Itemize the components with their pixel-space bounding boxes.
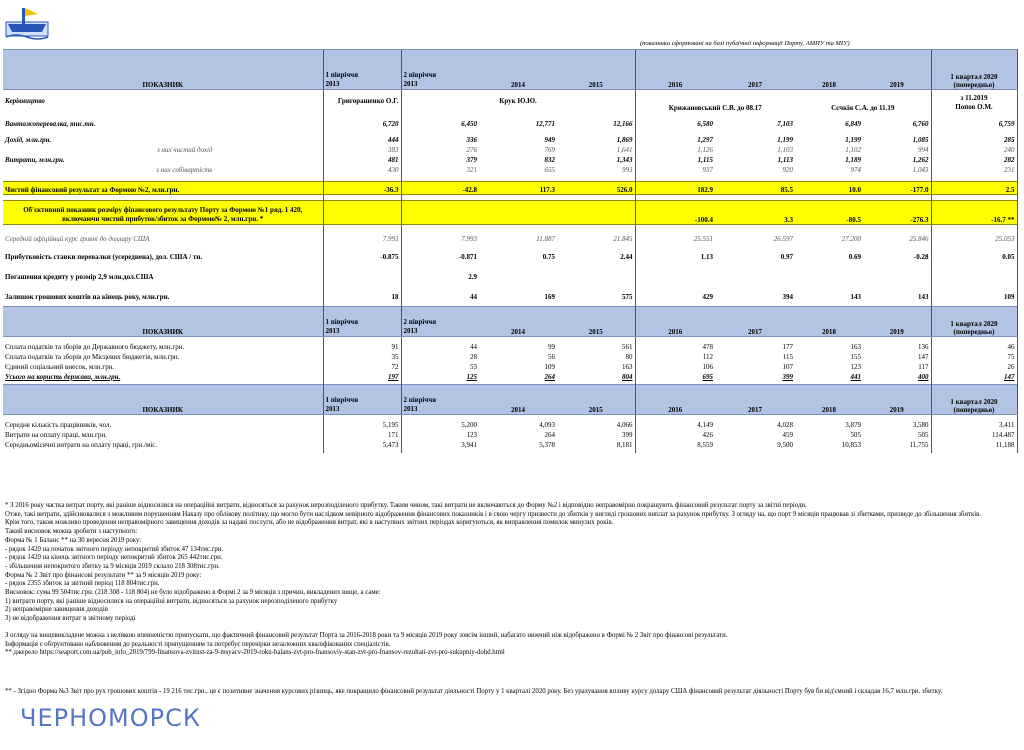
cell-value: -0.28 [913,252,929,261]
cell-value: 147 [931,371,1017,381]
cell-value: 109 [544,362,555,371]
cell-value: 478 [635,341,715,351]
manager-kruk: Крук Ю.Ю. [401,90,635,112]
cell-value [401,201,479,225]
cell-value: 11,188 [931,439,1017,449]
header-period: 2014 [479,385,557,415]
cell-value: 993 [622,165,633,174]
cell-value: 3,411 [931,419,1017,429]
header-period: 2017 [715,307,795,337]
cell-value: -42.8 [401,182,479,195]
cell-value: 6,759 [931,118,1017,128]
cell-value: 383 [323,144,401,154]
header-period: 2017 [715,50,795,90]
cell-value: -36.3 [323,182,401,195]
cell-value: 163 [622,362,633,371]
cell-value: 695 [635,371,715,381]
cell-value: 143 [918,292,929,301]
cell-value: 3.3 [715,201,795,225]
cell-value: 10.0 [795,182,863,195]
header-label: ПОКАЗНИК [3,50,323,90]
header-row-2 [3,307,1017,337]
spacer-row [3,261,1017,269]
manager-kryzhanovsky: Крижановський С.В. до 08.17 [635,90,795,112]
spacer-row [3,449,1017,453]
cell-value: 231 [931,164,1017,174]
cell-value: 1,199 [845,135,861,144]
cell-value: 115 [782,352,793,361]
cell-value: 4,066 [616,420,633,429]
cell-value: 123 [850,362,861,371]
footnote: ** - Згідно Форма №3 Звіт про рух грошових коштів - 19 216 тис.грн., це є позитивне значення курсових різниць, яке покращило фінансовий результат діяльності Порту у 1 кварталі 2020 року. Без урахування впливу курсу долару США фінансовий результат діяльності Порту був би від'ємний і складав 16,7 млн.грн. збитку. [5,687,943,695]
header-period: 2019 [863,50,931,90]
cell-value: 832 [544,155,555,164]
cell-value: 441 [850,372,861,381]
cell-value: 1,343 [616,155,633,164]
cell-value: 394 [782,292,793,301]
cell-value: 10,853 [841,440,861,449]
cell-value: 285 [931,134,1017,144]
cell-value: 994 [918,145,929,154]
header-period: 2014 [479,50,557,90]
spacer-row [3,174,1017,182]
cell-value: 2.5 [931,182,1017,195]
cell-value: 11.887 [536,234,555,243]
cell-value: 35 [323,351,401,361]
cell-value: 444 [323,134,401,144]
cell-value: 276 [401,144,479,154]
cell-value: -80.5 [795,201,863,225]
spacer-row [3,225,1017,233]
cell-value: 575 [622,292,633,301]
cell-value: 920 [782,165,793,174]
cell-value: 7.993 [323,233,401,243]
cell-value: 6,450 [401,118,479,128]
cell-value: 1,199 [777,135,793,144]
brand-watermark: ЧЕРНОМОРСК [20,704,201,732]
credit-value: 2.9 [401,269,479,281]
cell-value: 429 [635,289,715,301]
cell-value: 1,085 [912,135,929,144]
note-line: З огляду на вищевикладене можна з великою впевненістю припускати, що фактичний фінансовий результат Порта за 2016-2018 роки та 9 місяців 2019 року зовсім інший, набагато нижчий ніж відображено в Формі № 2 Звіт про фінансові результати. [5,631,728,639]
cell-value: 526.0 [557,182,635,195]
tax-row: Сплата податків та зборів до Державного бюджету, млн.грн. 91 44 99 561 478 177 163 136 46 [3,341,1017,351]
cell-value: 25.053 [931,233,1017,243]
header-period: 1 квартал 2020 (попередньо) [931,307,1017,337]
header-period: 2019 [863,385,931,415]
cell-value: 72 [323,361,401,371]
header-period: 2 півріччя 2013 [401,307,479,337]
cell-value: 25.551 [635,233,715,243]
block1-row: Вантажоперевалка, тис.тн. 6,720 6,450 12,771 12,166 6,580 7,103 6,849 6,760 6,759 [3,118,1017,128]
cell-value: 8,181 [616,440,633,449]
cell-value: -177.0 [863,182,931,195]
staff-row: Середня кількість працівників, чол. 5,195 5,200 4,093 4,066 4,149 4,028 3,879 3,580 3,411 [3,419,1017,429]
cell-value: 400 [918,372,929,381]
header-label: ПОКАЗНИК [3,307,323,337]
cell-value: -0.875 [323,249,401,261]
note-line: - рядок 2355 збиток за звітний період 118 804тис.грн. [5,580,160,588]
cell-value: 1,189 [845,155,861,164]
note-line: - збільшення непокритого збитку за 9 місяців 2019 склало 218 308тис.грн. [5,562,220,570]
note-line: Інформація є обґрунтовано наближеним до реальності припущенням та потребує перевірки незалежних кваліфікованих спеціалістів. [5,640,391,648]
staff-row: Витрати на оплату праці, млн.грн. 171 123 264 399 426 459 505 505 114.487 [3,429,1017,439]
cell-value: 3,879 [845,420,861,429]
header-period: 2016 [635,307,715,337]
cell-value: 769 [544,145,555,154]
note-line: 2) неправомірне завищення доходів [5,606,108,614]
header-period: 2018 [795,50,863,90]
header-period: 2015 [557,307,635,337]
cell-value: 125 [401,371,479,381]
cell-value: 12,771 [535,119,555,128]
tax-row: Сплата податків та зборів до Місцевих бюджетів, млн.грн. 35 28 56 80 112 115 155 147 75 [3,351,1017,361]
cell-value: 4,028 [777,420,793,429]
profitability-row: Прибутковість ставки перевалки (усереднена), дол. США / тн. -0.875 -0.871 0.75 2.44 1.13 0.97 0.69 -0.28 0.05 [3,249,1017,261]
note-line: Такий висновок можна зробити з наступного: [5,528,138,536]
cell-value: 426 [635,429,715,439]
cell-value: 53 [401,361,479,371]
header-period: 2019 [863,307,931,337]
cell-value: 321 [401,164,479,174]
cell-value: 155 [850,352,861,361]
cell-value: 182.9 [635,182,715,195]
cell-value: 264 [544,372,555,381]
cell-value: 46 [931,341,1017,351]
cell-value: 75 [931,351,1017,361]
cell-value: 399 [782,372,793,381]
cell-value: 481 [323,154,401,164]
cell-value: -276.3 [863,201,931,225]
note-line: Крім того, також можливо проведення неправомірного завищення доходів за надані послуги, або не відображення витрат, які в наступних звітних періодах коригуються, як виправлення помилок минулих років. [5,519,614,527]
cell-value: 80 [625,352,633,361]
cell-value: 107 [782,362,793,371]
cell-value: 26.597 [773,234,793,243]
cell-value: 114.487 [931,429,1017,439]
port-indicators-table [3,49,1018,453]
credit-label: Погашення кредиту у розмір 2,9 млн.дол.США [5,272,154,281]
manager-popov: з 11.2019 Попов О.М. [931,90,1017,112]
header-label: ПОКАЗНИК [3,385,323,415]
note-line: 1) витрати порту, які раніше відносилися на операційні витрати, відносяться за рахунок нерозподіленого прибутку [5,597,338,605]
cell-value: 1,113 [777,155,793,164]
block1-row: з них собівартість 430 321 655 993 937 920 974 1,043 231 [3,164,1017,174]
cell-value: 2.44 [620,252,633,261]
cell-value: 0.75 [542,252,555,261]
cell-value: 379 [401,154,479,164]
header-row-3 [3,385,1017,415]
header-period: 1 півріччя 2013 [323,50,401,90]
cell-value: 505 [850,430,861,439]
cell-value: 12,166 [613,119,633,128]
cell-value: 1,869 [616,135,633,144]
tax-total-row: Усього на користь держави, млн.грн. 197 125 264 804 695 399 441 400 147 [3,371,1017,381]
cell-value: 7.993 [401,233,479,243]
cell-value: 5,195 [323,419,401,429]
cell-value: 56 [548,352,555,361]
cell-value: 117 [918,362,929,371]
cell-value: 112 [635,351,715,361]
header-period: 1 квартал 2020 (попередньо) [931,50,1017,90]
source-note: (показники сформовані на базі публічної інформації Порту, АМПУ та МІУ) [640,40,850,47]
cell-value: 5,378 [539,440,555,449]
cell-value: 0.69 [848,252,861,261]
note-line: - рядок 1420 на початок звітного періоду непокритий збиток 47 134тис.грн. [5,545,224,553]
block1-row: Дохід, млн.грн. 444 336 949 1,869 1,297 1,199 1,199 1,085 285 [3,134,1017,144]
cell-value: 21.845 [613,234,633,243]
cell-value: 0.97 [780,252,793,261]
cell-value: 937 [635,164,715,174]
cell-value: 804 [622,372,633,381]
cell-value: 109 [931,289,1017,301]
managers-row [3,90,1017,112]
cell-value: 26 [931,361,1017,371]
manager-grigorashenko: Григорашенко О.Г. [323,90,401,112]
header-period: 1 півріччя 2013 [323,307,401,337]
cell-value: 99 [548,342,555,351]
cell-value: 5,200 [401,419,479,429]
note-line: * З 2016 року частка витрат порту, які раніше відносилися на операційні витрати, відносяться за рахунок нерозподіленого прибутку. Таким чином, такі витрати не включаються до Форму №2 і відповідно неправомірно покращують фінансовий результат порту за звітні періоди. [5,502,807,509]
cell-value: 91 [323,341,401,351]
header-period: 2016 [635,50,715,90]
cell-value: 4,149 [635,419,715,429]
cell-value: 177 [782,342,793,351]
cell-value: 147 [918,352,929,361]
cell-value: 430 [323,164,401,174]
note-line: Отже, такі витрати, здійснювалися з можливим порушенням Наказу про облікову політику, що могло бути наслідком невірного відображення фінансових показників і в свою чергу призвести до збитків у вигляді грошових виплат за рахунок прибутку. З огляду на, що порт 9 місяців працював зі збитками, призведе до збільшення збитків. [5,510,982,518]
cell-value: 399 [622,430,633,439]
header-row-1 [3,50,1017,90]
cell-value: 28 [401,351,479,361]
note-line: Форма № 2 Звіт про фінансові результати ** за 9 місяців 2019 року: [5,571,202,579]
note-gap [5,624,1005,632]
cell-value: 27.200 [841,234,861,243]
cell-value: 25.846 [909,234,929,243]
cell-value: 264 [544,430,555,439]
cell-value: 123 [401,429,479,439]
cell-value: 44 [401,289,479,301]
managers-label: Керівництво [5,96,45,105]
spacer-row [3,281,1017,289]
cell-value: 85.5 [715,182,795,195]
objective-indicator-row: Об'єктивний показник розміру фінансового результату Порту за Формою №1 ряд. 1 420, включаючи чистий прибуток/збиток за Формою№ 2, млн.грн. * -100.4 3.3 -80.5 -276.3 -16.7 ** [3,201,1017,225]
cell-value: 9,500 [777,440,793,449]
credit-row [3,269,1017,281]
cell-value: 3,941 [401,439,479,449]
cell-value: 117.3 [479,182,557,195]
note-line: Висновок: сума 99 504тис.грн. (218 308 - 118 804) не було відображено в Формі 2 за 9 місяців з причин, викладених вище, а саме: [5,589,381,597]
cell-value [557,201,635,225]
cell-value: 197 [323,371,401,381]
header-period: 2018 [795,385,863,415]
cell-value: 0.05 [931,249,1017,261]
cell-value: 974 [850,165,861,174]
note-line: - рядок 1420 на кінець звітного періоду непокритий збиток 265 442тис.грн. [5,554,223,562]
cell-value: 1,297 [635,134,715,144]
cell-value: 6,760 [912,119,929,128]
note-gap [5,658,1005,688]
cell-value: 240 [931,144,1017,154]
cell-value: 136 [918,342,929,351]
cell-value: 1,102 [845,145,861,154]
cell-value [479,201,557,225]
cell-value: 1,641 [616,145,633,154]
cell-value [323,201,401,225]
cash-balance-row: Залишок грошових коштів на кінець року, млн.грн. 18 44 169 575 429 394 143 143 109 [3,289,1017,301]
block1-row: Витрати, млн.грн. 481 379 832 1,343 1,115 1,113 1,189 1,262 282 [3,154,1017,164]
net-result-row: Чистий фінансовий результат за Формою №2, млн.грн. -36.3 -42.8 117.3 526.0 182.9 85.5 10.0 -177.0 2.5 [3,182,1017,195]
cell-value: 1,126 [635,144,715,154]
cell-value: 7,103 [777,119,793,128]
cell-value: 336 [401,134,479,144]
header-period: 2014 [479,307,557,337]
note-line: 3) не відображення витрат в звітному періоді [5,615,136,623]
cell-value: 459 [782,430,793,439]
cell-value: 6,580 [635,118,715,128]
note-line[interactable]: ** джерело https://seaport.com.ua/pub_info_2019/799-finansova-zvitnst-za-9-msyacv-2019-roku-balans-zvt-pro-fnansoviy-stan-zvt-pro-fnansov-rezultati-zvt-pro-sukupniy-dohd.html [5,649,505,657]
tax-row: Єдиний соціальний внесок, млн.грн. 72 53 109 163 106 107 123 117 26 [3,361,1017,371]
header-period: 1 півріччя 2013 [323,385,401,415]
cell-value: 6,720 [323,118,401,128]
cell-value: 11,755 [909,440,929,449]
cell-value: 4,093 [539,420,555,429]
cell-value: 1,115 [635,154,715,164]
cell-value: 171 [323,429,401,439]
cell-value: 169 [544,292,555,301]
notes-block [5,502,1005,697]
cell-value: -0.871 [401,249,479,261]
header-period: 2015 [557,385,635,415]
cell-value: 106 [635,361,715,371]
block1-row: з них чистий дохід 383 276 769 1,641 1,126 1,103 1,102 994 240 [3,144,1017,154]
cell-value: 18 [323,289,401,301]
header-period: 2016 [635,385,715,415]
manager-sechkin: Сєчкін С.А. до 11.19 [831,103,895,112]
cell-value: 5,473 [323,439,401,449]
cell-value: 1,103 [777,145,793,154]
header-period: 2018 [795,307,863,337]
cell-value: 1,043 [912,165,929,174]
staff-row: Середньомісячні витрати на оплату праці, грн./міс. 5,473 3,941 5,378 8,181 8,559 9,500 10,853 11,755 11,188 [3,439,1017,449]
header-period: 2 півріччя 2013 [401,50,479,90]
note-line: Форма № 1 Баланс ** на 30 вересня 2019 року: [5,536,142,544]
header-period: 2015 [557,50,635,90]
cell-value: 3,580 [912,420,929,429]
cell-value: 561 [622,342,633,351]
cell-value: -16.7 ** [931,201,1017,225]
cell-value: 44 [401,341,479,351]
cell-value: 163 [850,342,861,351]
cell-value: 1,262 [912,155,929,164]
header-period: 2017 [715,385,795,415]
header-period: 2 півріччя 2013 [401,385,479,415]
header-period: 1 квартал 2020 (попередньо) [931,385,1017,415]
cell-value: 505 [918,430,929,439]
cell-value: 655 [544,165,555,174]
cell-value: 1.13 [635,249,715,261]
cell-value: 282 [931,154,1017,164]
exchange-rate-row: Середній офіційний курс гривні до доллару США 7.993 7.993 11.887 21.845 25.551 26.597 27.200 25.846 25.053 [3,233,1017,243]
cell-value: 6,849 [845,119,861,128]
cell-value: -100.4 [635,201,715,225]
port-logo [4,2,50,42]
cell-value: 143 [850,292,861,301]
cell-value: 949 [544,135,555,144]
cell-value: 8,559 [635,439,715,449]
